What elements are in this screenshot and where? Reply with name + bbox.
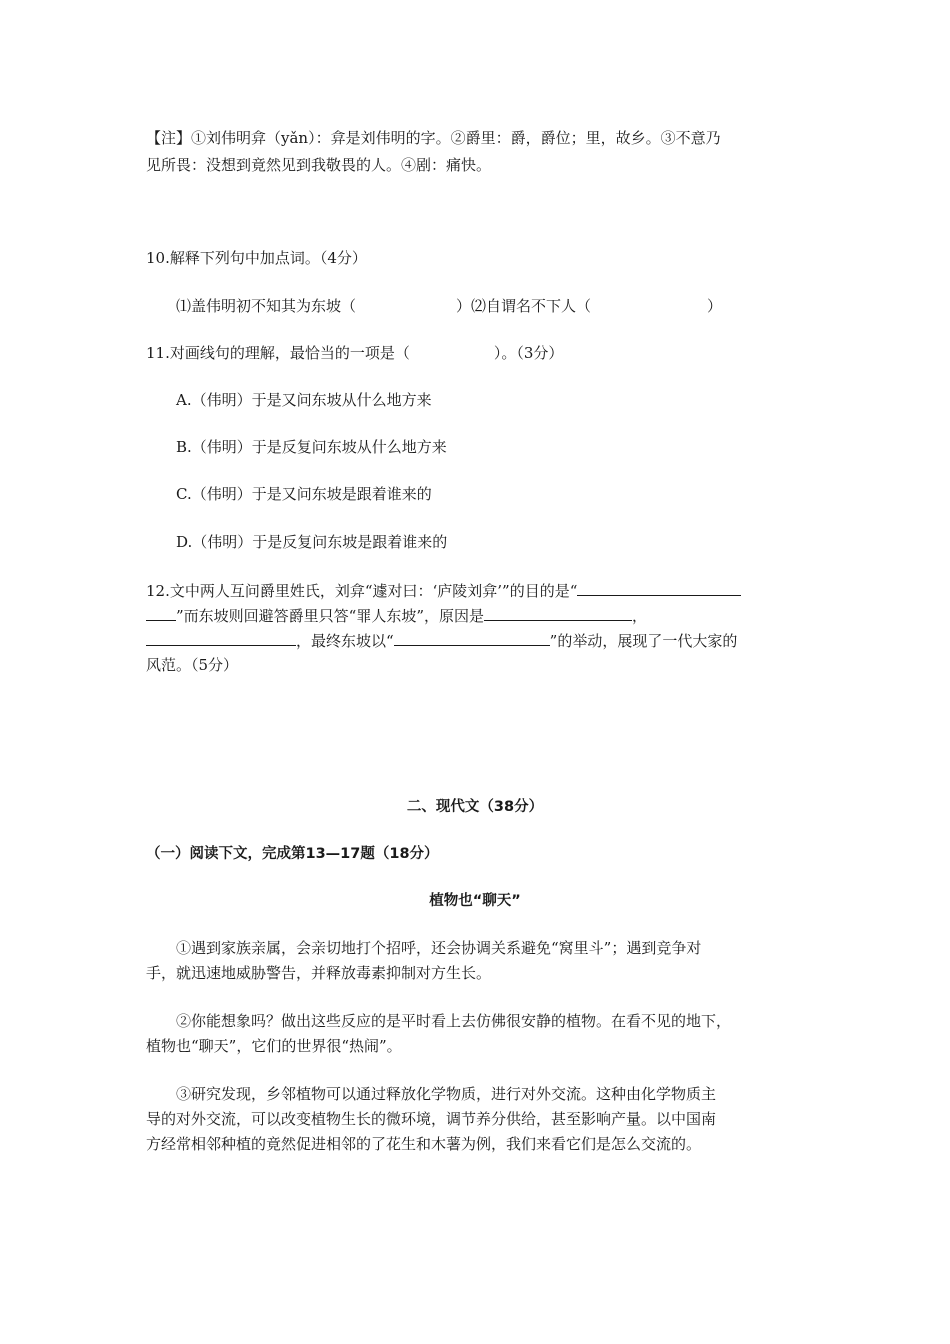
question-10-part-2: ）⑵自谓名不下人（ bbox=[456, 297, 592, 315]
question-11-stem-a: 11.对画线句的理解，最恰当的一项是（ bbox=[146, 344, 410, 362]
paragraph-1-line-2: 手，就迅速地威胁警告，并释放毒素抑制对方生长。 bbox=[146, 964, 492, 982]
question-12-text-5: ”的举动，展现了一代大家的 bbox=[549, 632, 738, 650]
question-12-line-4: 风范。（5分） bbox=[146, 656, 239, 674]
question-12-text-3: ， bbox=[632, 607, 648, 625]
option-c: C.（伟明）于是又问东坡是跟着谁来的 bbox=[176, 485, 432, 503]
paragraph-3-line-1: ③研究发现，乡邻植物可以通过释放化学物质，进行对外交流。这种由化学物质主 bbox=[176, 1085, 717, 1103]
option-b: B.（伟明）于是反复问东坡从什么地方来 bbox=[176, 438, 447, 456]
option-a: A.（伟明）于是又问东坡从什么地方来 bbox=[176, 391, 432, 409]
paragraph-3-line-2: 导的对外交流，可以改变植物生长的微环境，调节养分供给，甚至影响产量。以中国南 bbox=[146, 1110, 717, 1128]
question-12-text-1: 12.文中两人互问爵里姓氏，刘弇“遽对曰：‘庐陵刘弇’”的目的是“ bbox=[146, 582, 578, 600]
question-12-text-2: ”而东坡则回避答爵里只答“罪人东坡”，原因是 bbox=[176, 607, 485, 625]
question-12-line-3 bbox=[146, 630, 737, 651]
note-line-1: 【注】①刘伟明弇（yǎn）：弇是刘伟明的字。②爵里：爵，爵位；里，故乡。③不意乃 bbox=[146, 129, 721, 147]
question-10-stem: 10.解释下列句中加点词。（4分） bbox=[146, 249, 367, 267]
passage-title: 植物也“聊天” bbox=[429, 893, 521, 909]
question-10-part-1: ⑴盖伟明初不知其为东坡（ bbox=[176, 297, 357, 315]
subsection-heading: （一）阅读下文，完成第13—17题（18分） bbox=[146, 846, 439, 862]
paragraph-1-line-1: ①遇到家族亲属，会亲切地打个招呼，还会协调关系避免“窝里斗”；遇到竞争对 bbox=[176, 939, 702, 957]
answer-blank-12-1b[interactable] bbox=[146, 605, 176, 621]
question-11-stem bbox=[146, 343, 563, 363]
section-heading: 二、现代文（38分） bbox=[406, 799, 544, 815]
question-10-part-3: ） bbox=[707, 297, 723, 315]
question-12-text-4: ，最终东坡以“ bbox=[296, 632, 394, 650]
paragraph-2-line-1: ②你能想象吗？做出这些反应的是平时看上去仿佛很安静的植物。在看不见的地下， bbox=[176, 1012, 732, 1030]
question-11-stem-b: ）。（3分） bbox=[493, 344, 564, 362]
answer-blank-12-2[interactable] bbox=[484, 605, 632, 621]
paragraph-2-line-2: 植物也“聊天”，它们的世界很“热闹”。 bbox=[146, 1037, 402, 1055]
question-12-line-2 bbox=[146, 605, 647, 626]
option-d: D.（伟明）于是反复问东坡是跟着谁来的 bbox=[176, 533, 448, 551]
answer-blank-12-3[interactable] bbox=[146, 630, 296, 646]
paragraph-3-line-3: 方经常相邻种植的竟然促进相邻的了花生和木薯为例，我们来看它们是怎么交流的。 bbox=[146, 1135, 702, 1153]
answer-blank-12-4[interactable] bbox=[394, 630, 550, 646]
answer-blank-12-1a[interactable] bbox=[577, 580, 741, 596]
question-12-line-1 bbox=[146, 580, 741, 601]
question-10-parts bbox=[176, 296, 722, 316]
note-line-2: 见所畏：没想到竟然见到我敬畏的人。④剧：痛快。 bbox=[146, 156, 492, 174]
